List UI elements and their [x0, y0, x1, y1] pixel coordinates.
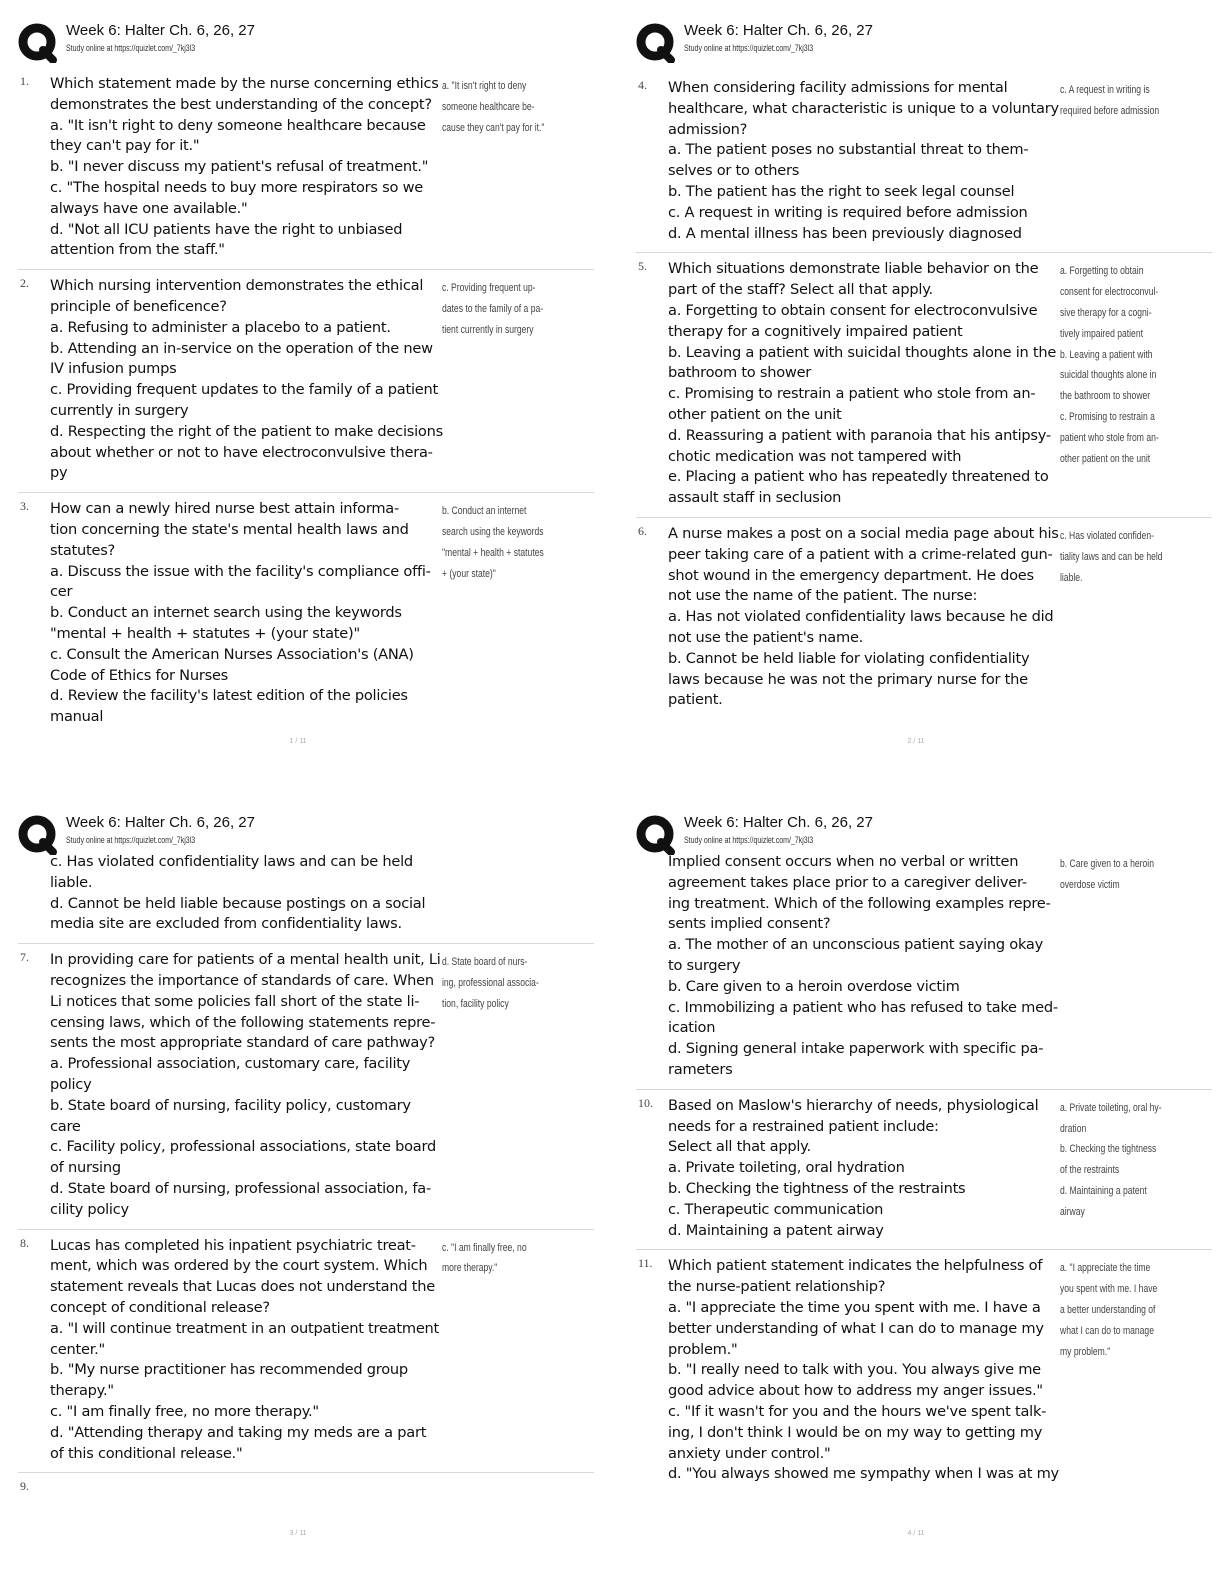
answer-text — [442, 952, 602, 1014]
answer-line: a. Forgetting to obtain — [1060, 265, 1144, 278]
question-card — [18, 1230, 594, 1474]
question-text — [668, 1256, 1060, 1485]
question-number: 1. — [20, 74, 29, 88]
question-line: shot wound in the emergency department. He does — [668, 566, 1034, 584]
question-card — [18, 270, 594, 493]
question-text — [50, 499, 442, 728]
question-line: b. Conduct an internet search using the keywords — [50, 604, 402, 622]
question-line: admission? — [668, 120, 748, 138]
answer-line: c. Has violated confiden- — [1060, 529, 1154, 542]
page-2 — [636, 18, 1212, 783]
question-line: statement reveals that Lucas does not understand the — [50, 1278, 435, 1296]
page-number: 3 / 11 — [289, 1530, 307, 1537]
question-line: b. "I never discuss my patient's refusal of treatment." — [50, 158, 429, 176]
question-number: 11. — [638, 1256, 653, 1271]
question-line: b. "I really need to talk with you. You always give me — [668, 1361, 1041, 1379]
question-line: peer taking care of a patient with a crime-related gun- — [668, 545, 1053, 563]
question-line: anxiety under control." — [668, 1444, 831, 1462]
answer-line: "mental + health + statutes — [442, 546, 544, 559]
answer-line: b. Care given to a heroin — [1060, 858, 1154, 870]
question-number: 9. — [20, 1479, 29, 1494]
page-4 — [636, 810, 1212, 1575]
question-line: Li notices that some policies fall short of the state li- — [50, 992, 420, 1010]
question-line: d. A mental illness has been previously diagnosed — [668, 224, 1022, 242]
answer-line: liable. — [1060, 571, 1083, 584]
question-line: In providing care for patients of a mental health unit, Li — [50, 951, 441, 969]
question-line: py — [50, 464, 68, 482]
question-line: b. Care given to a heroin overdose victim — [668, 977, 960, 995]
question-card — [636, 253, 1212, 518]
question-line: needs for a restrained patient include: — [668, 1117, 939, 1135]
question-line: b. Leaving a patient with suicidal thoughts alone in the — [668, 343, 1057, 361]
question-text — [668, 524, 1060, 711]
question-line: better understanding of what I can do to manage my — [668, 1319, 1044, 1337]
answer-line: other patient on the unit — [1060, 452, 1151, 465]
answer-line: a. "It isn't right to deny — [442, 80, 527, 92]
question-line: other patient on the unit — [668, 405, 842, 423]
question-line: Which statement made by the nurse concerning ethics — [50, 75, 439, 92]
question-line: statutes? — [50, 541, 116, 559]
question-card — [636, 72, 1212, 253]
question-line: patient. — [668, 691, 723, 709]
answer-text — [442, 1238, 602, 1280]
answer-line: b. Conduct an internet — [442, 505, 527, 518]
question-line: therapy." — [50, 1382, 114, 1400]
question-line: chotic medication was not tampered with — [668, 447, 962, 465]
question-number: 3. — [20, 499, 29, 514]
question-card — [18, 846, 594, 944]
question-number: 6. — [638, 523, 647, 538]
question-line: IV infusion pumps — [50, 360, 177, 378]
question-text — [668, 852, 1060, 1081]
question-line: a. Discuss the issue with the facility's compliance offi- — [50, 562, 431, 580]
question-line: Which patient statement indicates the helpfulness of — [668, 1257, 1043, 1275]
answer-line: a better understanding of — [1060, 1303, 1156, 1316]
question-card — [636, 518, 1212, 719]
question-line: d. Cannot be held liable because postings on a social — [50, 894, 426, 912]
question-line: a. "I will continue treatment in an outpatient treatment — [50, 1319, 440, 1337]
question-line: a. Professional association, customary care, facility — [50, 1055, 411, 1073]
answer-line: tient currently in surgery — [442, 323, 534, 336]
answer-line: dates to the family of a pa- — [442, 302, 544, 315]
question-card — [18, 68, 594, 270]
question-line: d. State board of nursing, professional association, fa- — [50, 1179, 431, 1197]
answer-line: suicidal thoughts alone in — [1060, 369, 1157, 382]
question-line: selves or to others — [668, 162, 800, 180]
answer-line: a. Private toileting, oral hy- — [1060, 1101, 1162, 1114]
question-line: about whether or not to have electroconvulsive thera- — [50, 443, 433, 461]
question-line: d. "Attending therapy and taking my meds are a part — [50, 1423, 427, 1441]
quizlet-logo-icon — [18, 23, 58, 63]
question-number: 8. — [20, 1235, 29, 1250]
answer-text — [1060, 854, 1220, 896]
question-line: c. "I am finally free, no more therapy." — [50, 1402, 319, 1420]
page-header — [18, 18, 594, 62]
question-line: Code of Ethics for Nurses — [50, 666, 229, 684]
question-line: currently in surgery — [50, 401, 189, 419]
answer-line: you spent with me. I have — [1060, 1283, 1158, 1296]
question-number: 4. — [638, 78, 647, 92]
question-line: of this conditional release." — [50, 1444, 243, 1462]
answer-line: search using the keywords — [442, 525, 544, 538]
question-line: c. A request in writing is required before admission — [668, 203, 1028, 221]
page-header — [636, 18, 1212, 62]
answer-line: d. Maintaining a patent — [1060, 1184, 1147, 1197]
answer-text — [1060, 80, 1220, 122]
question-line: agreement takes place prior to a caregiver deliver- — [668, 873, 1027, 891]
question-line: always have one available." — [50, 199, 248, 217]
page-number: 2 / 11 — [907, 738, 925, 745]
question-line: part of the staff? Select all that apply. — [668, 281, 933, 299]
question-line: a. Refusing to administer a placebo to a patient. — [50, 318, 391, 336]
question-line: a. Forgetting to obtain consent for electroconvulsive — [668, 301, 1038, 319]
question-line: rameters — [668, 1060, 733, 1078]
answer-line: overdose victim — [1060, 878, 1120, 891]
answer-text — [1060, 1258, 1220, 1362]
question-line: d. Review the facility's latest edition of the policies — [50, 687, 408, 705]
question-line: recognizes the importance of standards of care. When — [50, 971, 434, 989]
answer-line: b. Checking the tightness — [1060, 1143, 1157, 1156]
question-line: d. "You always showed me sympathy when I was at my — [668, 1465, 1059, 1483]
answer-line: dration — [1060, 1122, 1087, 1135]
question-line: c. Immobilizing a patient who has refused to take med- — [668, 998, 1058, 1016]
question-card — [18, 1473, 594, 1507]
question-line: the nurse-patient relationship? — [668, 1278, 886, 1296]
page-1 — [18, 18, 594, 783]
answer-line: what I can do to manage — [1060, 1324, 1154, 1337]
question-line: attention from the staff." — [50, 241, 225, 259]
page-title: Week 6: Halter Ch. 6, 26, 27 — [66, 814, 255, 831]
answer-text — [1060, 1098, 1220, 1223]
question-line: "mental + health + statutes + (your state)" — [50, 624, 360, 642]
answer-line: of the restraints — [1060, 1164, 1120, 1177]
question-line: care — [50, 1117, 81, 1135]
study-url[interactable]: Study online at https://quizlet.com/_7kj3l3 — [684, 835, 814, 845]
question-line: laws because he was not the primary nurse for the — [668, 670, 1028, 688]
question-line: Based on Maslow's hierarchy of needs, physiological — [668, 1096, 1039, 1114]
question-text — [50, 950, 442, 1220]
answer-line: cause they can't pay for it." — [442, 121, 545, 134]
question-line: tion concerning the state's mental health laws and — [50, 520, 409, 538]
question-line: c. Has violated confidentiality laws and can be held — [50, 853, 413, 870]
study-url[interactable]: Study online at https://quizlet.com/_7kj3l3 — [684, 43, 814, 53]
question-line: cility policy — [50, 1200, 129, 1218]
question-line: liable. — [50, 873, 93, 891]
answer-line: the bathroom to shower — [1060, 390, 1151, 403]
question-line: c. Consult the American Nurses Association's (ANA) — [50, 645, 414, 663]
question-number: 7. — [20, 950, 29, 965]
question-line: not use the patient's name. — [668, 628, 864, 646]
question-line: d. Maintaining a patent airway — [668, 1221, 884, 1239]
question-line: c. Therapeutic communication — [668, 1200, 884, 1218]
question-line: good advice about how to address my anger issues." — [668, 1382, 1043, 1400]
question-list — [18, 846, 594, 1507]
question-line: c. "The hospital needs to buy more respirators so we — [50, 178, 423, 196]
quizlet-logo-icon — [636, 23, 676, 63]
question-line: c. Facility policy, professional associations, state board — [50, 1138, 436, 1156]
question-line: Which situations demonstrate liable behavior on the — [668, 260, 1039, 278]
question-line: ment, which was ordered by the court system. Which — [50, 1257, 428, 1275]
answer-line: consent for electroconvul- — [1060, 286, 1159, 299]
page-title: Week 6: Halter Ch. 6, 26, 27 — [684, 814, 873, 831]
question-line: assault staff in seclusion — [668, 489, 842, 507]
question-line: to surgery — [668, 956, 741, 974]
question-line: not use the name of the patient. The nurse: — [668, 587, 978, 605]
page-title: Week 6: Halter Ch. 6, 26, 27 — [66, 22, 255, 39]
question-list — [636, 72, 1212, 719]
question-line: b. State board of nursing, facility policy, customary — [50, 1096, 411, 1114]
question-line: a. The mother of an unconscious patient saying okay — [668, 936, 1043, 954]
question-line: healthcare, what characteristic is unique to a voluntary — [668, 99, 1059, 117]
answer-line: tion, facility policy — [442, 997, 509, 1010]
question-card — [18, 944, 594, 1229]
question-card — [636, 846, 1212, 1090]
question-text — [50, 1479, 442, 1499]
question-list — [18, 68, 594, 736]
question-line: When considering facility admissions for mental — [668, 79, 1008, 96]
question-line: c. Promising to restrain a patient who stole from an- — [668, 385, 1036, 403]
answer-line: ing, professional associa- — [442, 976, 539, 989]
question-line: d. Reassuring a patient with paranoia that his antipsy- — [668, 426, 1051, 444]
answer-line: my problem." — [1060, 1345, 1111, 1358]
answer-line: c. "I am finally free, no — [442, 1241, 527, 1254]
question-line: ing, I don't think I would be on my way to getting my — [668, 1423, 1043, 1441]
answer-line: c. A request in writing is — [1060, 84, 1150, 96]
question-line: c. Providing frequent updates to the family of a patient — [50, 381, 438, 399]
question-card — [636, 1250, 1212, 1493]
question-line: b. The patient has the right to seek legal counsel — [668, 182, 1015, 200]
answer-line: more therapy." — [442, 1262, 498, 1275]
question-line: therapy for a cognitively impaired patient — [668, 322, 963, 340]
question-line: Select all that apply. — [668, 1138, 811, 1156]
question-line: principle of beneficence? — [50, 297, 227, 315]
question-line: e. Placing a patient who has repeatedly threatened to — [668, 468, 1049, 486]
question-line: a. The patient poses no substantial threat to them- — [668, 141, 1029, 159]
question-line: ing treatment. Which of the following examples repre- — [668, 894, 1051, 912]
question-number: 10. — [638, 1095, 653, 1110]
page-3 — [18, 810, 594, 1575]
question-text — [50, 74, 442, 261]
question-line: b. Cannot be held liable for violating confidentiality — [668, 649, 1030, 667]
question-line: censing laws, which of the following statements repre- — [50, 1013, 436, 1031]
question-line: they can't pay for it." — [50, 137, 200, 155]
page-number: 1 / 11 — [289, 738, 307, 745]
question-line: a. "It isn't right to deny someone healthcare because — [50, 116, 426, 134]
question-line: policy — [50, 1075, 92, 1093]
answer-line: airway — [1060, 1205, 1085, 1218]
question-line: a. "I appreciate the time you spent with me. I have a — [668, 1298, 1041, 1316]
answer-line: sive therapy for a cogni- — [1060, 306, 1152, 319]
question-line: cer — [50, 583, 73, 601]
question-line: ication — [668, 1019, 716, 1037]
question-line: sents the most appropriate standard of care pathway? — [50, 1034, 435, 1052]
question-line: How can a newly hired nurse best attain informa- — [50, 500, 400, 518]
question-line: Lucas has completed his inpatient psychiatric treat- — [50, 1236, 416, 1254]
question-line: sents implied consent? — [668, 915, 831, 933]
answer-line: + (your state)" — [442, 567, 496, 580]
question-line: problem." — [668, 1340, 738, 1358]
page-number: 4 / 11 — [907, 1530, 925, 1537]
question-line: a. Has not violated confidentiality laws because he did — [668, 608, 1054, 626]
question-line: d. Signing general intake paperwork with specific pa- — [668, 1040, 1044, 1058]
answer-line: c. Providing frequent up- — [442, 282, 536, 295]
question-line: bathroom to shower — [668, 364, 812, 382]
question-line: manual — [50, 708, 104, 726]
question-line: b. Attending an in-service on the operation of the new — [50, 339, 433, 357]
page-title: Week 6: Halter Ch. 6, 26, 27 — [684, 22, 873, 39]
answer-line: patient who stole from an- — [1060, 431, 1159, 444]
question-line: media site are excluded from confidentiality laws. — [50, 915, 402, 933]
question-line: d. Respecting the right of the patient to make decisions — [50, 422, 443, 440]
question-text — [668, 78, 1060, 244]
question-line: c. "If it wasn't for you and the hours we've spent talk- — [668, 1402, 1047, 1420]
answer-line: c. Promising to restrain a — [1060, 410, 1155, 423]
question-list — [636, 846, 1212, 1493]
answer-line: a. "I appreciate the time — [1060, 1262, 1151, 1275]
answer-text — [442, 76, 602, 138]
study-url[interactable]: Study online at https://quizlet.com/_7kj3l3 — [66, 835, 196, 845]
answer-line: tiality laws and can be held — [1060, 550, 1163, 563]
question-line: a. Private toileting, oral hydration — [668, 1159, 905, 1177]
question-text — [668, 259, 1060, 509]
answer-line: d. State board of nurs- — [442, 956, 528, 969]
answer-text — [1060, 526, 1220, 588]
question-card — [636, 1090, 1212, 1251]
question-line: center." — [50, 1340, 105, 1358]
answer-line: b. Leaving a patient with — [1060, 348, 1153, 361]
question-line: Implied consent occurs when no verbal or written — [668, 853, 1019, 870]
question-line: b. Checking the tightness of the restraints — [668, 1179, 966, 1197]
question-line: concept of conditional release? — [50, 1298, 270, 1316]
question-line: of nursing — [50, 1159, 121, 1177]
study-url[interactable]: Study online at https://quizlet.com/_7kj3l3 — [66, 43, 196, 53]
answer-line: required before admission — [1060, 104, 1160, 117]
question-text — [668, 1096, 1060, 1242]
answer-text — [442, 278, 602, 340]
question-line: Which nursing intervention demonstrates the ethical — [50, 277, 424, 295]
question-text — [50, 1236, 442, 1465]
question-line: b. "My nurse practitioner has recommended group — [50, 1361, 408, 1379]
question-line: d. "Not all ICU patients have the right to unbiased — [50, 220, 403, 238]
answer-line: someone healthcare be- — [442, 100, 535, 113]
question-number: 2. — [20, 276, 29, 291]
question-line: demonstrates the best understanding of the concept? — [50, 95, 432, 113]
question-line: A nurse makes a post on a social media page about his — [668, 524, 1059, 542]
answer-text — [1060, 261, 1220, 469]
answer-line: tively impaired patient — [1060, 327, 1143, 340]
question-text — [50, 852, 442, 935]
answer-text — [442, 501, 602, 584]
question-card — [18, 493, 594, 736]
question-text — [50, 276, 442, 484]
question-number: 5. — [638, 259, 647, 274]
